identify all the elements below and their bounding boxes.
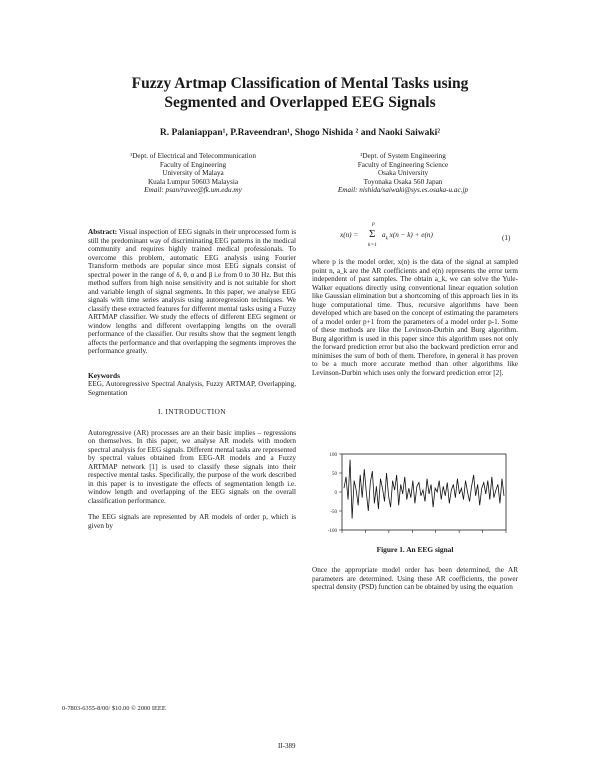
affiliation-right — [318, 152, 488, 195]
affil-left-line: ¹Dept. of Electrical and Telecommunication — [130, 152, 256, 160]
title-line-2: Segmented and Overlapped EEG Signals — [164, 94, 436, 111]
figure-caption: Figure 1. An EEG signal — [376, 545, 454, 554]
y-tick-label: -100 — [327, 529, 337, 534]
right-paragraph-1: where p is the model order, x(n) is the data of the signal at sampled point n, a_k are the AR coefficients and e(n) represents the error term independent of past samples. The obtain a_k, we can solve the Yule-Walker equations directly using conventional linear equation solution like Gaussian elimination but a shortcoming of this approach lies in its huge computational time. Thus, recursive algorithms have been developed which are based on the concept of estimating the parameters of a model order p+1 from the parameters of a model order p-1. Some of these methods are like the Levinson-Durbin and Burg algorithm. Burg algorithm is used in this paper since this algorithm uses not only the forward prediction error but also the backward prediction error and minimises the sum of both of them. Therefore, in general it has proven to be a much more accurate method than other algorithms like Levinson-Durbin which uses only the forward prediction error [2]. — [312, 258, 518, 377]
y-tick-label: 0 — [334, 491, 337, 496]
affil-right-line: ²Dept. of System Engineering — [360, 152, 446, 160]
abstract — [88, 228, 296, 356]
y-tick-label: -50 — [330, 510, 337, 515]
affil-left-line: University of Malaya — [162, 169, 224, 178]
affil-right-line: Toyonaka Osaka 560 Japan — [363, 177, 443, 186]
paper-title — [60, 74, 540, 112]
affil-right-line: Osaka University — [377, 169, 429, 178]
keywords-text: EEG, Autoregressive Spectral Analysis, Fuzzy ARTMAP, Overlapping, Segmentation — [88, 380, 296, 397]
affil-left-email: Email: psan/ravee@fk.um.edu.my — [144, 186, 242, 195]
intro-paragraph-2: The EEG signals are represented by AR models of order p, which is given by — [88, 513, 296, 530]
affiliation-left — [118, 152, 268, 195]
equation-1: x(n) = p Σ k=1 $a_k$ x(n − k) + e(n) — [340, 221, 433, 248]
affil-left-line: Kuala Lumpur 50603 Malaysia — [147, 177, 239, 186]
y-tick-label: 50 — [332, 472, 337, 477]
eeg-series-line — [344, 460, 504, 519]
equation-sum-bottom: k=1 — [368, 242, 377, 248]
equation-sum-top: p — [372, 221, 375, 227]
abstract-text: Visual inspection of EEG signals in their unprocessed form is still the predominant way of discriminating EEG patterns in the medical community and requires highly trained medical professionals. To overcome this problem, automatic EEG analysis using Fourier Transform methods are popular since most EEG signals consist of spectral power in the range of δ, θ, α and β i.e from 0 to 30 Hz. But this method suffers from high noise sensitivity and is not suitable for short and variable length of signal segments. In this paper, we analyse EEG signals with time series analysis using autoregression techniques. We classify these extracted features for different mental tasks using a Fuzzy ARTMAP classifier. We study the effects of different EEG segment or window lengths and different overlapping lengths on the overall performance of the classifier. Our results show that the segment length affects the performance and that overlapping the segments improves the performance greatly. — [88, 228, 296, 355]
introduction-heading: I. INTRODUCTION — [158, 407, 226, 416]
affil-right-email: Email: nishida/saiwaki@sys.es.osaka-u.ac.jp — [337, 186, 469, 195]
eeg-chart — [318, 448, 512, 540]
title-line-1: Fuzzy Artmap Classification of Mental Tasks using — [131, 75, 469, 92]
authors: R. Palaniappan¹, P.Raveendran¹, Shogo Nishida ² and Naoki Saiwaki² — [159, 128, 441, 138]
abstract-label: Abstract: — [88, 228, 118, 236]
page-number: II-389 — [278, 742, 296, 750]
intro-paragraph-1: Autoregressive (AR) processes are an their basic implies – regressions on themselves. In this paper, we analyse AR models with modern spectral analysis for EEG signals. Different mental tasks are represented by spectral values obtained from EEG-AR models and a Fuzzy ARTMAP network [1] is used to classify these signals into their respective mental tasks. Specifically, the purpose of the work described in this paper is to investigate the effects of segmentation length i.e. window length and overlapping of the EEG signals on the overall classification performance. — [88, 428, 296, 505]
y-tick-label: 100 — [329, 453, 337, 458]
affil-left-line: Faculty of Engineering — [159, 160, 227, 169]
equation-number: (1) — [502, 234, 511, 242]
right-column-bottom — [312, 566, 518, 592]
right-paragraph-2: Once the appropriate model order has been determined, the AR parameters are determined. Using these AR coefficients, the power spectral density (PSD) function can be obtained by using the equation — [312, 566, 518, 591]
copyright-footer: 0-7803-6355-8/00/ $10.00 © 2000 IEEE — [62, 705, 166, 712]
left-column — [88, 228, 296, 530]
affil-right-line: Faculty of Engineering Science — [357, 160, 449, 169]
right-column-top — [312, 258, 518, 377]
keywords-heading: Keywords — [88, 370, 121, 380]
